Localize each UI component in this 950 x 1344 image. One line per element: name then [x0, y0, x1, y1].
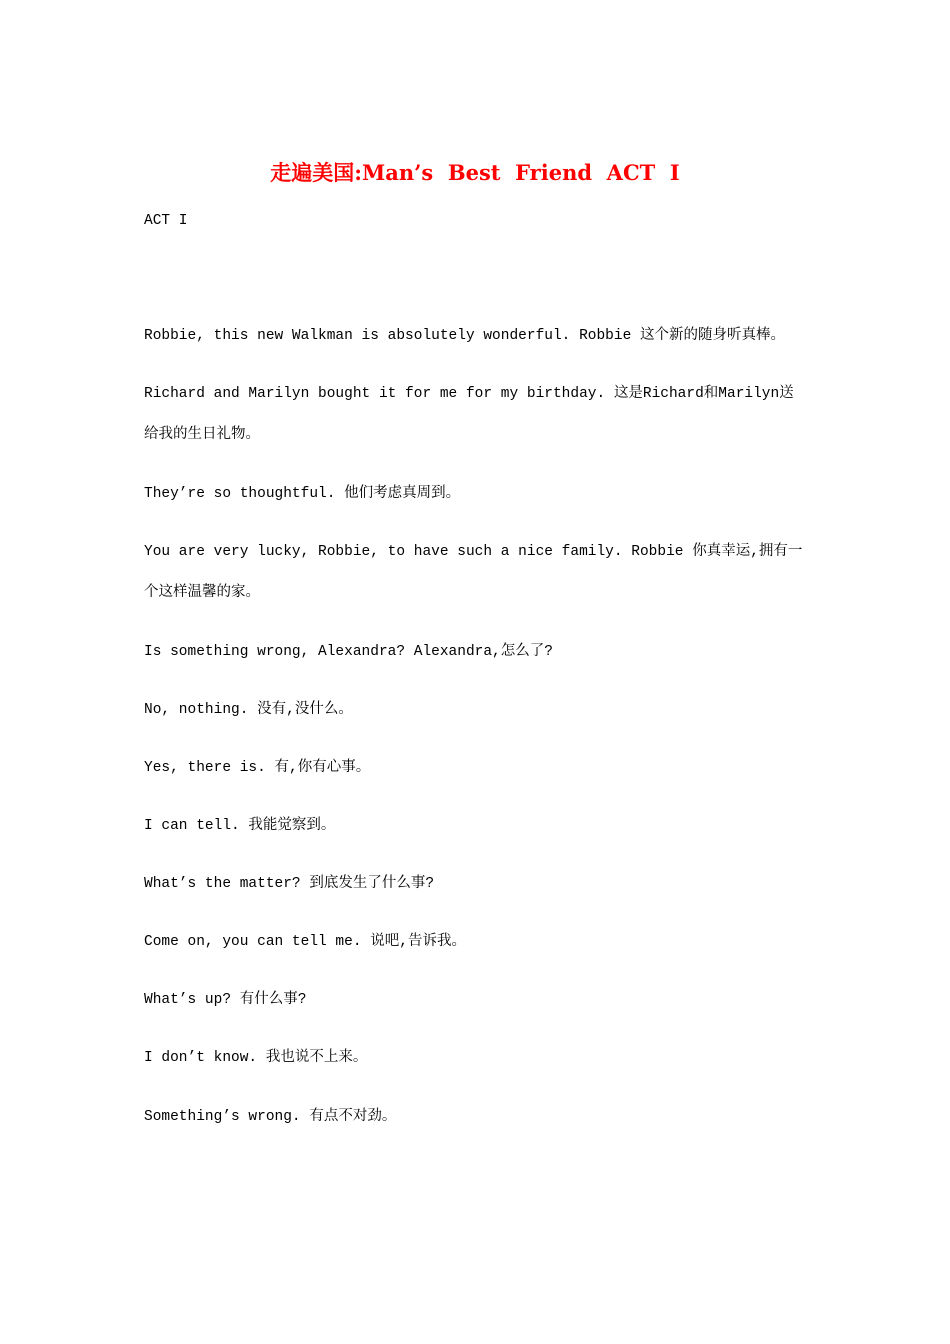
- dialogue-line: Yes, there is. 有,你有心事。: [144, 760, 371, 776]
- dialogue-line: Robbie, this new Walkman is absolutely wonderful. Robbie 这个新的随身听真棒。: [144, 328, 785, 344]
- act-heading: ACT I: [144, 213, 188, 229]
- dialogue-line: They’re so thoughtful. 他们考虑真周到。: [144, 486, 461, 502]
- dialogue-line: Something’s wrong. 有点不对劲。: [144, 1109, 397, 1125]
- dialogue-line: I can tell. 我能觉察到。: [144, 818, 336, 834]
- dialogue-line: I don’t know. 我也说不上来。: [144, 1050, 368, 1066]
- dialogue-line: Come on, you can tell me. 说吧,告诉我。: [144, 934, 466, 950]
- dialogue-line: What’s the matter? 到底发生了什么事?: [144, 876, 435, 892]
- dialogue-line: Richard and Marilyn bought it for me for my birthday. 这是Richard和Marilyn送给我的生日礼物。: [144, 386, 794, 443]
- dialogue-line: What’s up? 有什么事?: [144, 992, 307, 1008]
- dialogue-line: No, nothing. 没有,没什么。: [144, 702, 353, 718]
- dialogue-line: You are very lucky, Robbie, to have such a nice family. Robbie 你真幸运,拥有一个这样温馨的家。: [144, 544, 803, 601]
- dialogue-line: Is something wrong, Alexandra? Alexandra,怎么了?: [144, 644, 553, 660]
- document-title: 走遍美国:Man’s Best Friend ACT I: [270, 160, 680, 185]
